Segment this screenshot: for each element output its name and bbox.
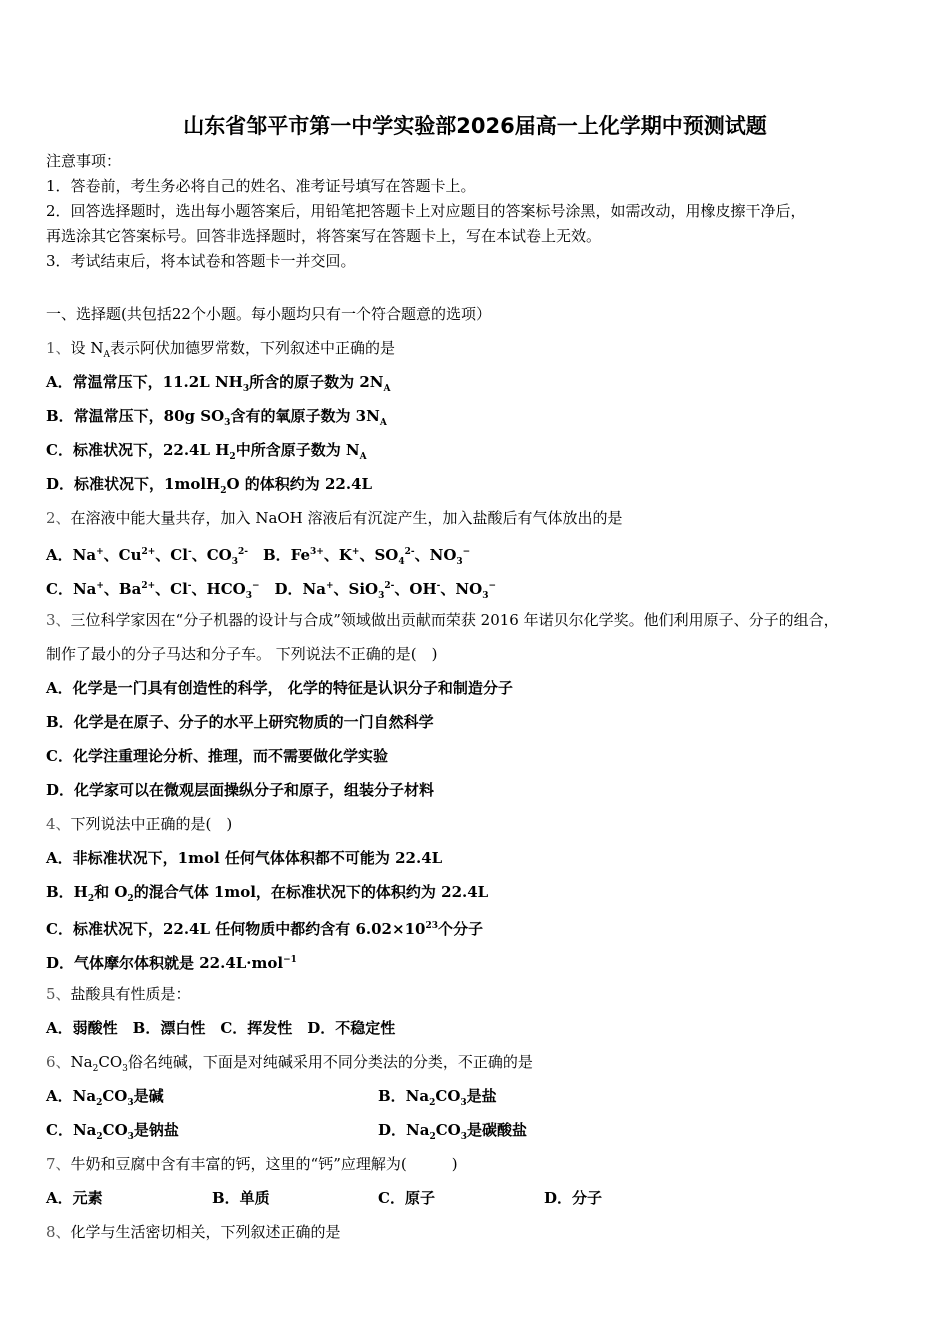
question-number: 4、: [46, 815, 71, 833]
question-stem: [46, 331, 906, 365]
text-run: C．Na: [46, 580, 97, 598]
subscript: 3: [231, 557, 238, 567]
question-number: 5、: [46, 985, 71, 1003]
answer-option: [46, 739, 906, 773]
text-run: 、K: [323, 546, 352, 564]
answer-option: [46, 1181, 906, 1215]
text-run: A．元素: [46, 1189, 103, 1207]
text-run: 下列说法中正确的是( ): [70, 815, 233, 833]
text-run: 含有的氧原子数为 3N: [230, 407, 380, 425]
text-run: 表示阿伏加德罗常数，下列叙述中正确的是: [109, 339, 395, 357]
text-run: 、NO: [414, 546, 457, 564]
question-stem: [46, 807, 906, 841]
answer-option: [46, 1079, 906, 1113]
answer-option: [46, 875, 906, 909]
question-text: [46, 637, 906, 671]
text-run: 俗名纯碱，下面是对纯碱采用不同分类法的分类，不正确的是: [127, 1053, 533, 1071]
option-column: [544, 1181, 710, 1215]
text-run: 制作了最小的分子马达和分子车。 下列说法不正确的是( ): [46, 645, 438, 663]
answer-option: [46, 773, 906, 807]
text-run: D．标准状况下，1molH: [46, 475, 221, 493]
superscript: 2-: [404, 547, 415, 557]
answer-option: [46, 943, 906, 977]
text-run: D．Na: [259, 580, 326, 598]
subscript: 3: [456, 557, 463, 567]
subscript: 3: [127, 1098, 134, 1108]
text-run: A．Na: [46, 546, 97, 564]
text-run: 在溶液中能大量共存，加入 NaOH 溶液后有沉淀产生，加入盐酸后有气体放出的是: [70, 509, 623, 527]
text-run: 和 O: [94, 883, 128, 901]
superscript: 2+: [141, 547, 156, 557]
subscript: 2: [220, 486, 227, 496]
text-run: A．Na: [46, 1087, 97, 1105]
question-number: 6、: [46, 1053, 71, 1071]
superscript: 2-: [237, 547, 248, 557]
answer-option: [46, 433, 906, 467]
superscript: +: [325, 581, 334, 591]
question-number: 2、: [46, 509, 71, 527]
subscript: 3: [482, 591, 489, 601]
text-run: 、Cu: [103, 546, 142, 564]
text-run: 所含的原子数为 2N: [249, 373, 384, 391]
subscript: 3: [224, 418, 231, 428]
subscript: A: [379, 418, 387, 428]
superscript: -: [187, 581, 192, 591]
text-run: 、CO: [191, 546, 232, 564]
question-number: 1、: [46, 339, 71, 357]
text-run: 、Cl: [155, 580, 188, 598]
text-run: B．Fe: [247, 546, 311, 564]
text-run: 盐酸具有性质是：: [70, 985, 191, 1003]
answer-option: [46, 467, 906, 501]
subscript: 2: [429, 1132, 436, 1142]
text-run: 是盐: [466, 1087, 497, 1105]
superscript: +: [351, 547, 360, 557]
subscript: 2: [96, 1132, 103, 1142]
notes-heading: 注意事项：: [46, 152, 122, 170]
text-run: 牛奶和豆腐中含有丰富的钙，这里的“钙”应理解为( ): [70, 1155, 458, 1173]
text-run: B．化学是在原子、分子的水平上研究物质的一门自然科学: [46, 713, 434, 731]
answer-option: [46, 535, 906, 569]
text-run: 一、选择题(共包括22个小题。每小题均只有一个符合题意的选项）: [46, 305, 491, 323]
superscript: −: [251, 581, 260, 591]
text-run: 中所含原子数为 N: [235, 441, 360, 459]
exam-body: [46, 149, 906, 1249]
subscript: 2: [92, 1064, 99, 1074]
text-run: CO: [98, 1053, 123, 1071]
note-item: 2．回答选择题时，选出每小题答案后，用铅笔把答题卡上对应题目的答案标号涂黑，如需改动，用橡皮擦干净后，: [46, 202, 806, 220]
text-run: C．标准状况下，22.4L 任何物质中都约含有 6.02×10: [46, 920, 426, 938]
subscript: 3: [460, 1132, 467, 1142]
text-run: 化学与生活密切相关，下列叙述正确的是: [70, 1223, 341, 1241]
superscript: +: [96, 547, 104, 557]
note-item: 再选涂其它答案标号。回答非选择题时，将答案写在答题卡上，写在本试卷上无效。: [46, 227, 602, 245]
option-column: [212, 1181, 378, 1215]
text-run: A．非标准状况下，1mol 任何气体体积都不可能为 22.4L: [46, 849, 443, 867]
answer-option: [46, 365, 906, 399]
text-run: 三位科学家因在“分子机器的设计与合成”领域做出贡献而荣获 2016 年诺贝尔化学奖。他们利用原子、分子的组合，: [70, 611, 839, 629]
text-run: 、NO: [440, 580, 483, 598]
text-run: CO: [102, 1087, 128, 1105]
subscript: A: [103, 350, 110, 360]
option-column: [46, 1181, 212, 1215]
text-run: 、HCO: [191, 580, 246, 598]
text-run: 、OH: [394, 580, 437, 598]
subscript: 3: [245, 591, 252, 601]
answer-option: [46, 569, 906, 603]
option-column: [378, 1181, 544, 1215]
note-item: 3．考试结束后，将本试卷和答题卡一并交回。: [46, 252, 356, 270]
superscript: 2-: [384, 581, 395, 591]
question-stem: [46, 501, 906, 535]
subscript: 3: [460, 1098, 467, 1108]
question-number: 7、: [46, 1155, 71, 1173]
text-run: B．H: [46, 883, 88, 901]
subscript: 2: [87, 894, 95, 904]
page-title: 山东省邹平市第一中学实验部2026届高一上化学期中预测试题: [183, 114, 767, 138]
text-run: CO: [435, 1087, 461, 1105]
subscript: 2: [229, 452, 236, 462]
text-run: A．化学是一门具有创造性的科学， 化学的特征是认识分子和制造分子: [46, 679, 513, 697]
superscript: 3+: [310, 547, 324, 557]
text-run: 、SO: [359, 546, 399, 564]
subscript: 4: [398, 557, 405, 567]
subscript: A: [383, 384, 391, 394]
text-run: D．化学家可以在微观层面操纵分子和原子，组装分子材料: [46, 781, 435, 799]
text-run: 、SiO: [333, 580, 379, 598]
superscript: −1: [283, 955, 297, 965]
text-run: 个分子: [437, 920, 483, 938]
question-stem: [46, 1215, 906, 1249]
note-item: 1．答卷前，考生务必将自己的姓名、准考证号填写在答题卡上。: [46, 177, 476, 195]
question-number: 8、: [46, 1223, 71, 1241]
answer-option: [46, 909, 906, 943]
subscript: 3: [378, 591, 385, 601]
question-stem: [46, 1045, 906, 1079]
subscript: A: [359, 452, 367, 462]
subscript: 3: [127, 1132, 134, 1142]
text-run: C．标准状况下，22.4L H: [46, 441, 230, 459]
text-run: B．Na: [378, 1087, 430, 1105]
section-heading: [46, 297, 906, 331]
text-run: 是碱: [133, 1087, 164, 1105]
answer-option: [46, 1011, 906, 1045]
superscript: -: [436, 581, 441, 591]
subscript: 2: [127, 894, 134, 904]
question-list: [46, 297, 906, 1249]
text-run: D．Na: [378, 1121, 430, 1139]
answer-option: [46, 705, 906, 739]
superscript: -: [187, 547, 192, 557]
answer-option: [46, 1113, 906, 1147]
text-run: 设 N: [70, 339, 104, 357]
text-run: A．弱酸性 B．漂白性 C．挥发性 D．不稳定性: [46, 1019, 396, 1037]
superscript: +: [96, 581, 104, 591]
text-run: CO: [435, 1121, 461, 1139]
answer-option: [46, 841, 906, 875]
answer-option: [46, 399, 906, 433]
text-run: 、Ba: [103, 580, 142, 598]
subscript: 3: [122, 1064, 128, 1074]
text-run: 的混合气体 1mol，在标准状况下的体积约为 22.4L: [133, 883, 489, 901]
subscript: 3: [242, 384, 250, 394]
text-run: B．常温常压下，80g SO: [46, 407, 225, 425]
question-stem: [46, 977, 906, 1011]
subscript: 2: [429, 1098, 436, 1108]
text-run: D．气体摩尔体积就是 22.4L·mol: [46, 954, 284, 972]
text-run: CO: [102, 1121, 128, 1139]
question-stem: [46, 603, 906, 637]
text-run: A．常温常压下，11.2L NH: [46, 373, 243, 391]
text-run: D．分子: [544, 1189, 603, 1207]
text-run: C．Na: [46, 1121, 97, 1139]
subscript: 2: [96, 1098, 103, 1108]
superscript: −: [488, 581, 496, 591]
superscript: 2+: [141, 581, 156, 591]
text-run: 是钠盐: [133, 1121, 179, 1139]
text-run: C．化学注重理论分析、推理，而不需要做化学实验: [46, 747, 388, 765]
text-run: Na: [70, 1053, 93, 1071]
text-run: 、Cl: [155, 546, 188, 564]
text-run: B．单质: [212, 1189, 270, 1207]
text-run: C．原子: [378, 1189, 435, 1207]
superscript: −: [462, 547, 471, 557]
superscript: 23: [425, 921, 438, 931]
question-number: 3、: [46, 611, 71, 629]
text-run: O 的体积约为 22.4L: [226, 475, 373, 493]
answer-option: [46, 671, 906, 705]
text-run: 是碳酸盐: [467, 1121, 528, 1139]
